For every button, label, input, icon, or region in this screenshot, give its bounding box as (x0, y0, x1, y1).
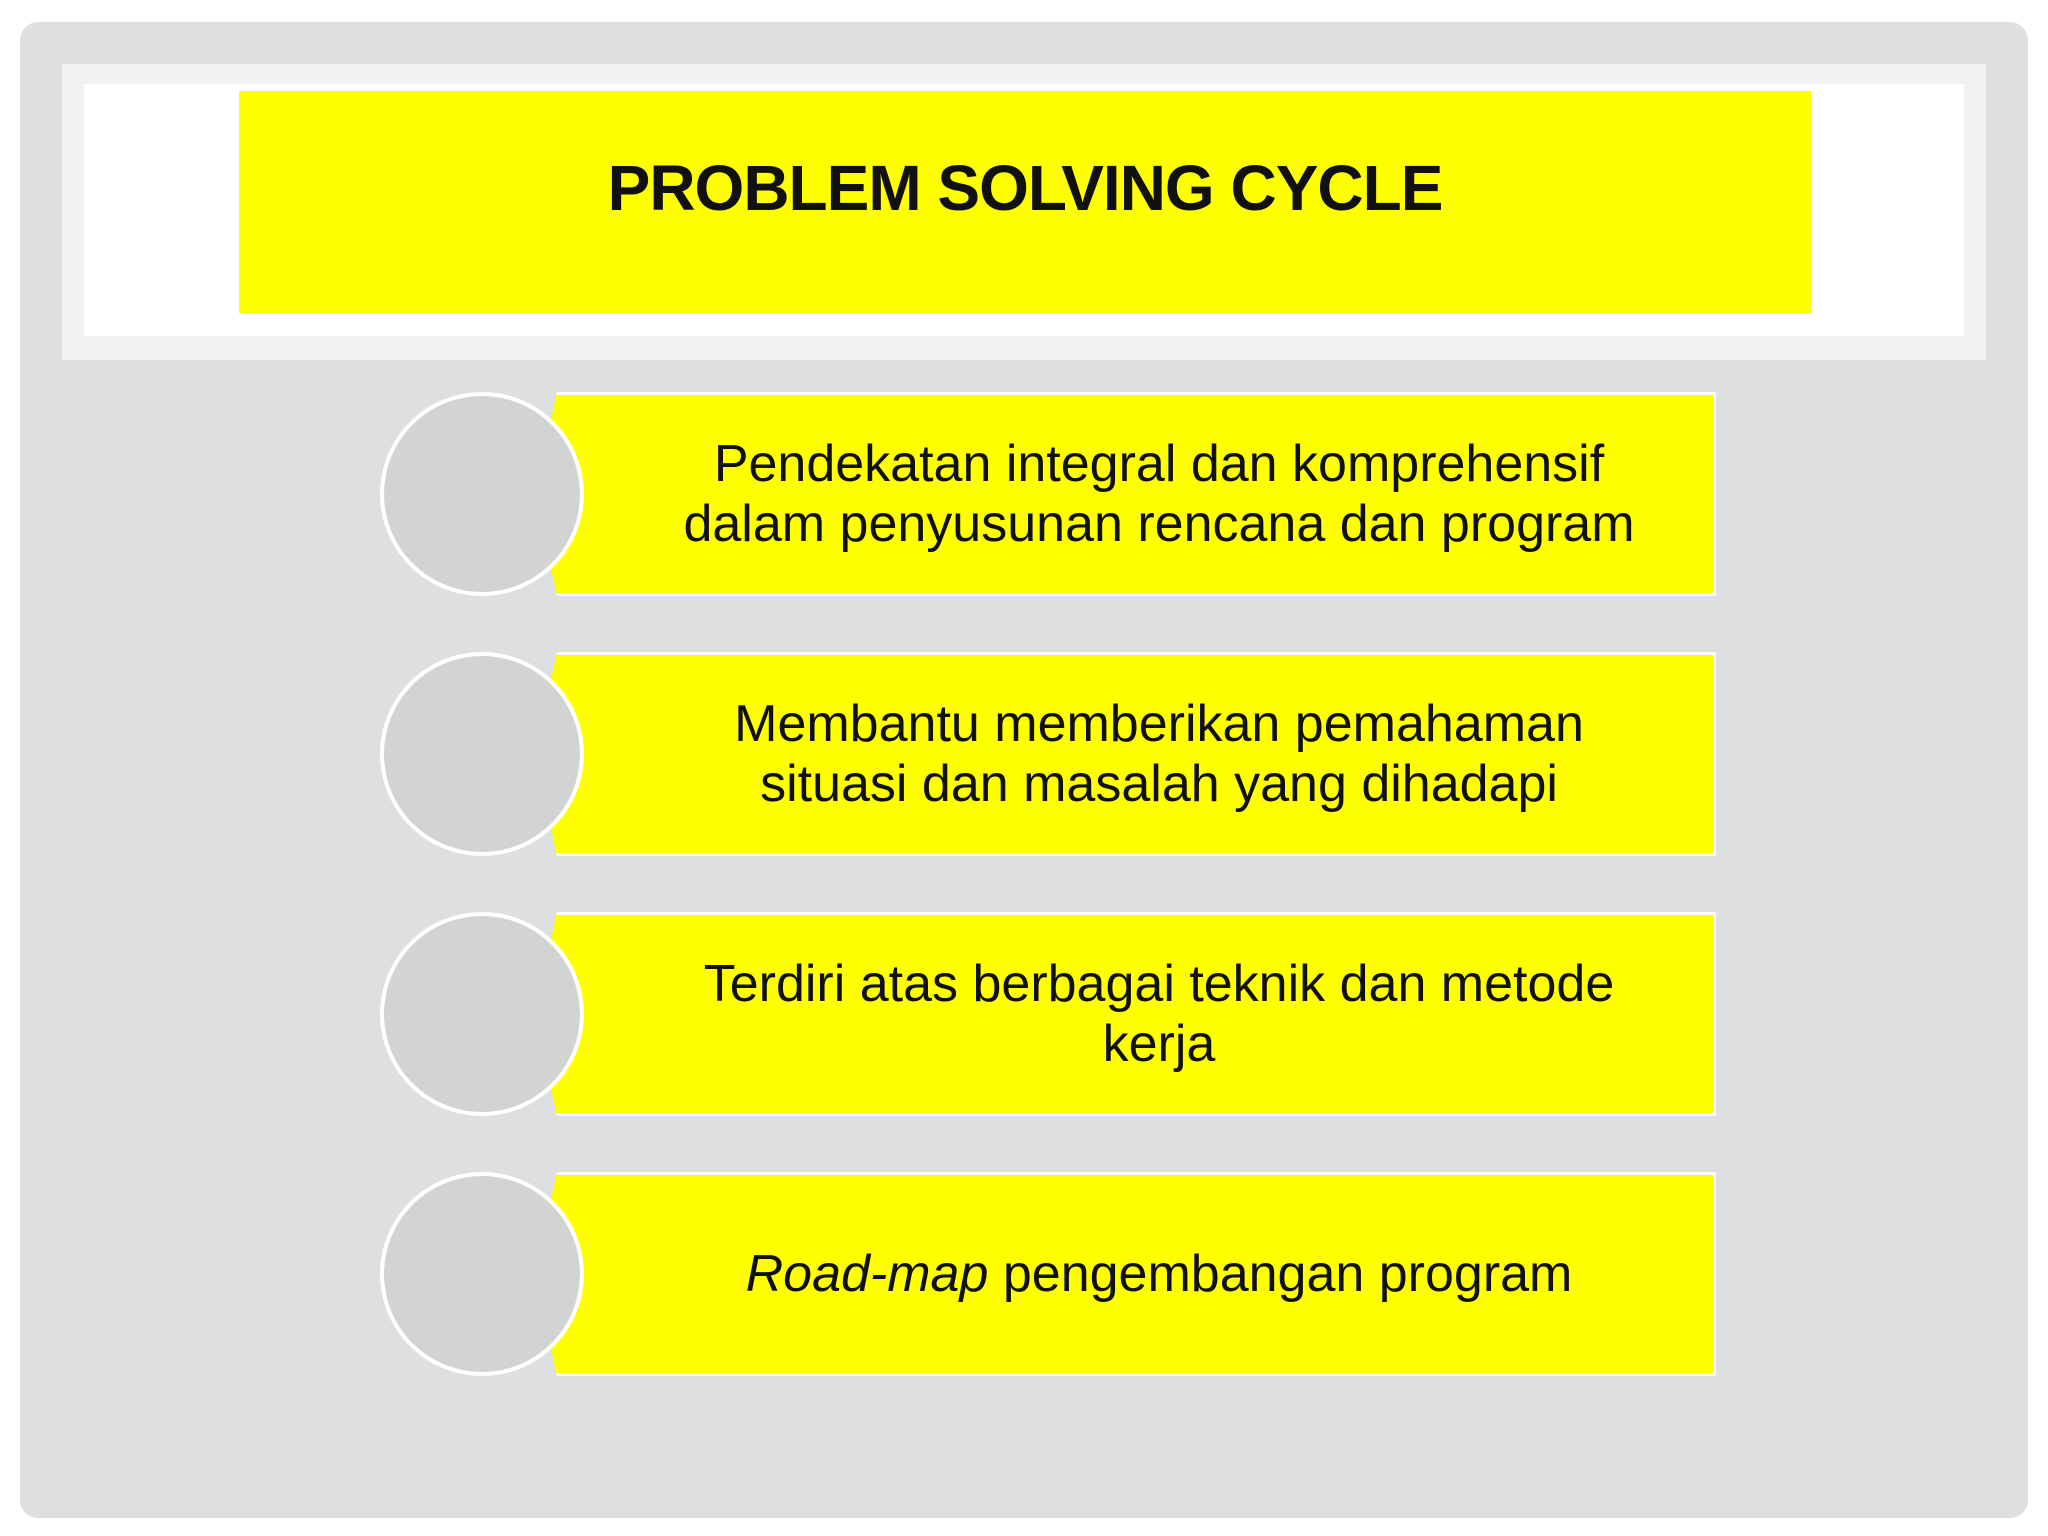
slide (20, 22, 2028, 1518)
bullet-circle-icon (380, 912, 584, 1116)
title-bar (239, 91, 1811, 313)
item-line: situasi dan masalah yang dihadapi (760, 755, 1558, 813)
item-line: Pendekatan integral dan komprehensif (713, 435, 1605, 493)
item-text-rest: pengembangan program (988, 1245, 1573, 1303)
bullet-circle-icon (380, 1172, 584, 1376)
item-text (604, 1172, 1714, 1376)
item-line: Membantu memberikan pemahaman (734, 695, 1584, 753)
item-italic-text: Road-map (745, 1245, 989, 1303)
item-text (604, 912, 1714, 1116)
item-line: Terdiri atas berbagai teknik dan metode (703, 955, 1615, 1013)
bullet-circle-icon (380, 392, 584, 596)
item-text (604, 652, 1714, 856)
bullet-circle-icon (380, 652, 584, 856)
list-item (360, 912, 1720, 1116)
title-frame (62, 64, 1986, 360)
list-item (360, 652, 1720, 856)
item-line: kerja (1102, 1015, 1216, 1073)
list-item (360, 392, 1720, 596)
slide-title: PROBLEM SOLVING CYCLE (607, 152, 1443, 224)
list-item (360, 1172, 1720, 1376)
item-line: dalam penyusunan rencana dan program (683, 495, 1635, 553)
item-text (604, 392, 1714, 596)
title-inner (84, 84, 1964, 336)
